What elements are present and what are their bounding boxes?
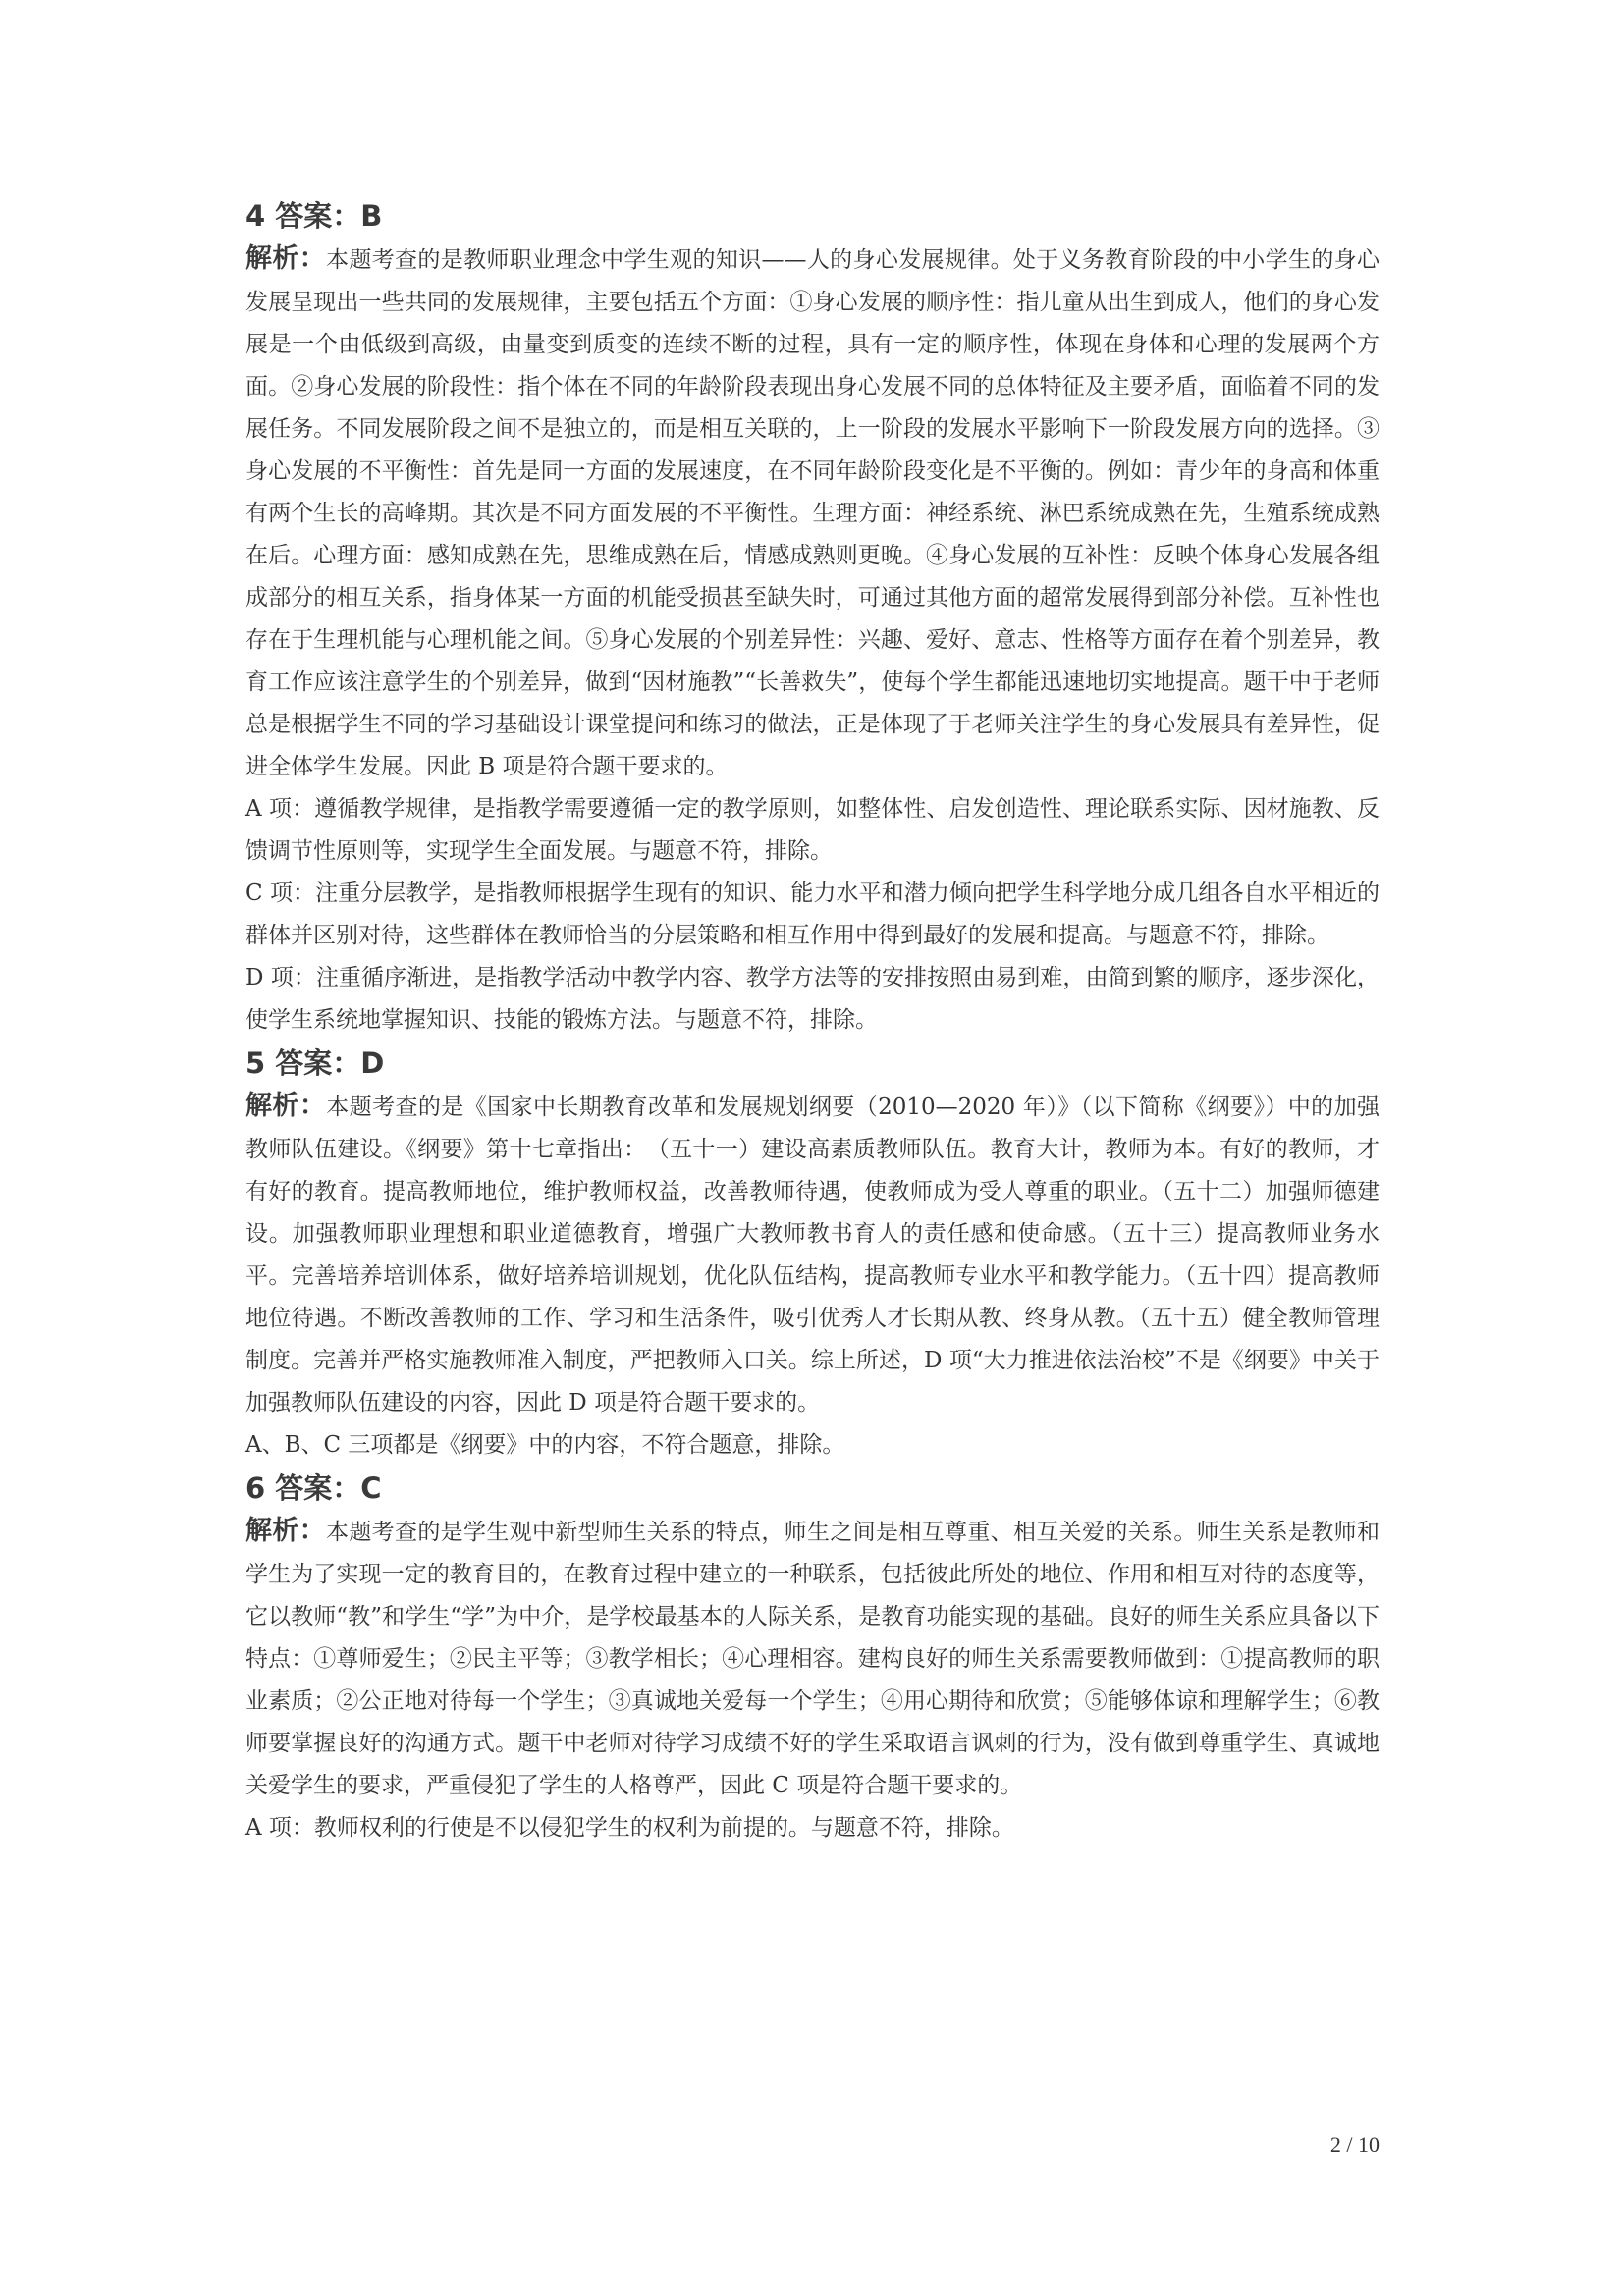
answer-section-6 (245, 1467, 1380, 1849)
explanation-label: 解析： (245, 1516, 326, 1546)
option-abc-note: A、B、C 三项都是《纲要》中的内容，不符合题意，排除。 (245, 1432, 845, 1458)
explanation-text: 本题考查的是教师职业理念中学生观的知识——人的身心发展规律。处于义务教育阶段的中小学生的身心发展呈现出一些共同的发展规律，主要包括五个方面：①身心发展的顺序性：指儿童从出生到成人，他们的身心发展是一个由低级到高级，由量变到质变的连续不断的过程，具有一定的顺序性，体现在身体和心理的发展两个方面。②身心发展的阶段性：指个体在不同的年龄阶段表现出身心发展不同的总体特征及主要矛盾，面临着不同的发展任务。不同发展阶段之间不是独立的，而是相互关联的，上一阶段的发展水平影响下一阶段发展方向的选择。③身心发展的不平衡性：首先是同一方面的发展速度，在不同年龄阶段变化是不平衡的。例如：青少年的身高和体重有两个生长的高峰期。其次是不同方面发展的不平衡性。生理方面：神经系统、淋巴系统成熟在先，生殖系统成熟在后。心理方面：感知成熟在先，思维成熟在后，情感成熟则更晚。④身心发展的互补性：反映个体身心发展各组成部分的相互关系，指身体某一方面的机能受损甚至缺失时，可通过其他方面的超常发展得到部分补偿。互补性也存在于生理机能与心理机能之间。⑤身心发展的个别差异性：兴趣、爱好、意志、性格等方面存在着个别差异，教育工作应该注意学生的个别差异，做到“因材施教”“长善救失”，使每个学生都能迅速地切实地提高。题干中于老师总是根据学生不同的学习基础设计课堂提问和练习的做法，正是体现了于老师关注学生的身心发展具有差异性，促进全体学生发展。因此 B 项是符合题干要求的。 (245, 247, 1380, 779)
explanation-paragraph (245, 1085, 1380, 1424)
answer-heading: 6 答案：C (245, 1471, 382, 1505)
page-number: 2 / 10 (1329, 2132, 1380, 2157)
option-a-note: A 项：遵循教学规律，是指教学需要遵循一定的教学原则，如整体性、启发创造性、理论联系实际、因材施教、反馈调节性原则等，实现学生全面发展。与题意不符，排除。 (245, 796, 1380, 864)
answer-section-4 (245, 194, 1380, 1041)
answer-heading: 5 答案：D (245, 1046, 385, 1080)
explanation-label: 解析： (245, 243, 327, 274)
explanation-text: 本题考查的是学生观中新型师生关系的特点，师生之间是相互尊重、相互关爱的关系。师生关系是教师和学生为了实现一定的教育目的，在教育过程中建立的一种联系，包括彼此所处的地位、作用和相互对待的态度等，它以教师“教”和学生“学”为中介，是学校最基本的人际关系，是教育功能实现的基础。良好的师生关系应具备以下特点：①尊师爱生；②民主平等；③教学相长；④心理相容。建构良好的师生关系需要教师做到：①提高教师的职业素质；②公正地对待每一个学生；③真诚地关爱每一个学生；④用心期待和欣赏；⑤能够体谅和理解学生；⑥教师要掌握良好的沟通方式。题干中老师对待学习成绩不好的学生采取语言讽刺的行为，没有做到尊重学生、真诚地关爱学生的要求，严重侵犯了学生的人格尊严，因此 C 项是符合题干要求的。 (245, 1520, 1380, 1798)
explanation-label: 解析： (245, 1091, 327, 1121)
document-body (245, 194, 1380, 1849)
explanation-text: 本题考查的是《国家中长期教育改革和发展规划纲要（2010—2020 年）》（以下简称《纲要》）中的加强教师队伍建设。《纲要》第十七章指出： （五十一）建设高素质教师队伍。教育大计，教师为本。有好的教师，才有好的教育。提高教师地位，维护教师权益，改善教师待遇，使教师成为受人尊重的职业。（五十二）加强师德建设。加强教师职业理想和职业道德教育，增强广大教师教书育人的责任感和使命感。（五十三）提高教师业务水平。完善培养培训体系，做好培养培训规划，优化队伍结构，提高教师专业水平和教学能力。（五十四）提高教师地位待遇。不断改善教师的工作、学习和生活条件，吸引优秀人才长期从教、终身从教。（五十五）健全教师管理制度。完善并严格实施教师准入制度，严把教师入口关。综上所述，D 项“大力推进依法治校”不是《纲要》中关于加强教师队伍建设的内容，因此 D 项是符合题干要求的。 (245, 1095, 1380, 1415)
explanation-paragraph (245, 1510, 1380, 1807)
option-a-note: A 项：教师权利的行使是不以侵犯学生的权利为前提的。与题意不符，排除。 (245, 1815, 1014, 1841)
answer-section-5 (245, 1041, 1380, 1467)
answer-heading: 4 答案：B (245, 199, 383, 233)
option-c-note: C 项：注重分层教学，是指教师根据学生现有的知识、能力水平和潜力倾向把学生科学地分成几组各自水平相近的群体并区别对待，这些群体在教师恰当的分层策略和相互作用中得到最好的发展和提高。与题意不符，排除。 (245, 881, 1380, 948)
option-d-note: D 项：注重循序渐进，是指教学活动中教学内容、教学方法等的安排按照由易到难，由简到繁的顺序，逐步深化，使学生系统地掌握知识、技能的锻炼方法。与题意不符，排除。 (245, 965, 1380, 1033)
explanation-paragraph (245, 238, 1380, 788)
